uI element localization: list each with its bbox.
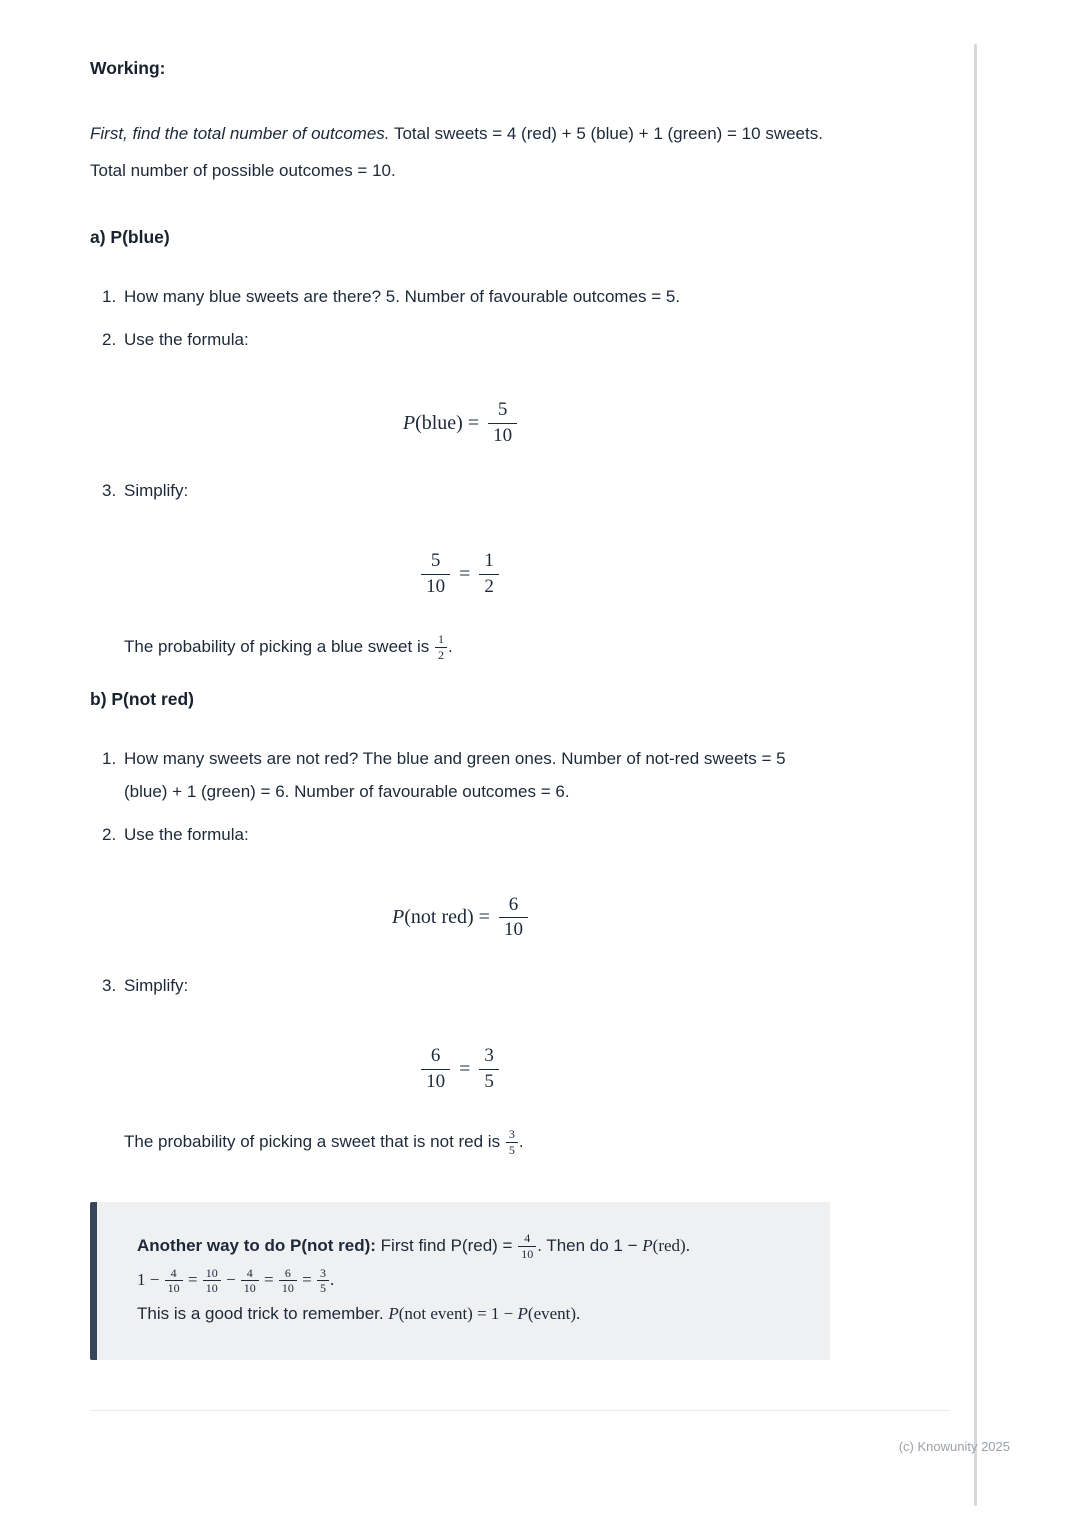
math-rest: (not event) = 1 −	[398, 1303, 518, 1323]
part-a-heading: a) P(blue)	[90, 227, 170, 247]
inline-fraction	[317, 1266, 329, 1296]
math-rest: (not red) =	[404, 906, 490, 929]
fraction-denominator: 10	[203, 1280, 221, 1295]
callout-box	[90, 1202, 830, 1360]
math-text: =	[187, 1269, 198, 1289]
list-item	[90, 280, 830, 313]
list-text: Use the formula:	[124, 824, 249, 844]
fraction-numerator: 4	[246, 1265, 253, 1280]
callout-last-line	[137, 1296, 792, 1332]
callout-text: This is a good trick to remember.	[137, 1303, 389, 1323]
math-text: −	[225, 1269, 236, 1289]
list-text: How many blue sweets are there? 5. Number of favourable outcomes = 5.	[124, 287, 681, 306]
fraction-denominator: 5	[317, 1280, 329, 1295]
fraction-denominator: 5	[506, 1142, 518, 1157]
conclusion-b	[124, 1125, 830, 1158]
fraction-denominator: 10	[279, 1280, 297, 1295]
fraction-denominator: 10	[421, 574, 450, 600]
math-p: P	[402, 411, 416, 434]
intro-rest-text: Total sweets = 4 (red) + 5 (blue) + 1 (green) = 10 sweets. Total number of possible outcomes = 10.	[90, 124, 823, 180]
fraction-numerator: 6	[430, 1045, 441, 1067]
inline-fraction	[279, 1266, 297, 1296]
math-rest: (red).	[652, 1235, 690, 1255]
inline-fraction	[435, 632, 447, 662]
callout-bold-lead: Another way to do P(not red):	[137, 1235, 376, 1255]
math-p: P	[517, 1303, 528, 1323]
fraction-denominator: 10	[488, 423, 517, 449]
formula-p-not-red	[90, 893, 830, 943]
scrollbar[interactable]	[974, 44, 977, 1506]
formula-p-blue	[90, 398, 830, 448]
fraction-denominator: 5	[479, 1069, 499, 1095]
conclusion-text: The probability of picking a blue sweet is	[124, 636, 430, 656]
fraction-numerator: 1	[437, 632, 444, 647]
list-number: 2.	[102, 330, 117, 349]
math-p: P	[388, 1303, 399, 1323]
inline-fraction	[241, 1266, 259, 1296]
part-b-heading: b) P(not red)	[90, 688, 195, 709]
fraction-numerator: 6	[284, 1265, 291, 1280]
list-item	[90, 323, 830, 356]
inline-fraction	[518, 1231, 536, 1261]
list-number: 1.	[102, 287, 117, 306]
fraction	[421, 1044, 450, 1094]
simplify-p-blue	[90, 549, 830, 599]
fraction-denominator: 2	[479, 574, 499, 600]
list-item	[90, 969, 830, 1002]
fraction-numerator: 5	[497, 399, 508, 420]
conclusion-text: The probability of picking a sweet that is not red is	[124, 1131, 501, 1151]
list-item	[90, 818, 830, 851]
fraction-denominator: 10	[241, 1280, 259, 1295]
math-p: P	[642, 1235, 653, 1255]
math-p: P	[392, 906, 405, 929]
fraction-numerator: 5	[430, 550, 441, 572]
fraction-numerator: 6	[508, 893, 519, 915]
fraction	[479, 1044, 499, 1094]
list-number: 3.	[102, 976, 117, 996]
fraction-numerator: 3	[319, 1265, 326, 1280]
equals-sign: =	[459, 563, 471, 586]
conclusion-a	[124, 630, 830, 663]
math-text: 1 −	[137, 1269, 160, 1289]
conclusion-period: .	[447, 636, 453, 656]
callout-text: . Then do 1 −	[537, 1235, 638, 1255]
list-text: How many sweets are not red? The blue and green ones. Number of not-red sweets = 5 (blue) + 1 (green) = 6. Number of favourable outcomes = 6.	[124, 748, 786, 801]
math-text: .	[329, 1269, 335, 1289]
simplify-p-not-red	[90, 1044, 830, 1094]
list-number: 2.	[102, 824, 117, 844]
inline-fraction	[165, 1266, 183, 1296]
horizontal-divider	[90, 1410, 950, 1411]
callout-math-wrap	[642, 1236, 690, 1255]
fraction-denominator: 10	[421, 1069, 450, 1095]
callout-text: First find P(red) =	[380, 1235, 518, 1255]
list-item	[90, 742, 830, 808]
fraction	[479, 549, 499, 599]
equals-sign: =	[459, 1057, 471, 1080]
working-heading: Working:	[90, 58, 166, 78]
intro-italic-text: First, find the total number of outcomes.	[90, 124, 390, 143]
formula-lhs	[392, 906, 490, 929]
list-number: 1.	[102, 748, 117, 768]
list-text: Simplify:	[124, 481, 189, 501]
fraction-numerator: 3	[484, 1045, 494, 1067]
fraction-denominator: 10	[499, 917, 528, 943]
fraction-numerator: 3	[508, 1127, 515, 1142]
list-text: Use the formula:	[124, 330, 249, 349]
list-text: Simplify:	[124, 976, 189, 996]
document-body	[90, 0, 830, 1360]
copyright-footer: (c) Knowunity 2025	[898, 1439, 1010, 1454]
fraction	[421, 549, 450, 599]
fraction	[488, 398, 517, 448]
formula-lhs	[403, 412, 479, 435]
list-item	[90, 474, 830, 507]
list-number: 3.	[102, 481, 117, 501]
fraction-denominator: 10	[518, 1246, 536, 1261]
fraction-numerator: 10	[205, 1265, 218, 1280]
math-rest: (blue) =	[415, 411, 480, 434]
math-rest: (event).	[527, 1303, 581, 1323]
fraction	[499, 893, 528, 943]
part-b-steps	[90, 742, 830, 851]
fraction-numerator: 4	[170, 1265, 177, 1280]
conclusion-period: .	[518, 1131, 524, 1151]
fraction-denominator: 2	[435, 647, 447, 662]
math-text: =	[302, 1269, 312, 1289]
intro-paragraph	[90, 115, 830, 189]
fraction-numerator: 4	[524, 1231, 531, 1246]
callout-math-wrap	[388, 1304, 580, 1323]
fraction-numerator: 1	[484, 550, 494, 572]
inline-fraction	[506, 1127, 518, 1157]
fraction-denominator: 10	[165, 1280, 183, 1295]
math-text: =	[264, 1269, 274, 1289]
callout-math-line	[137, 1264, 792, 1296]
inline-fraction	[203, 1266, 221, 1296]
part-a-steps	[90, 280, 830, 356]
callout-paragraph	[137, 1228, 792, 1264]
